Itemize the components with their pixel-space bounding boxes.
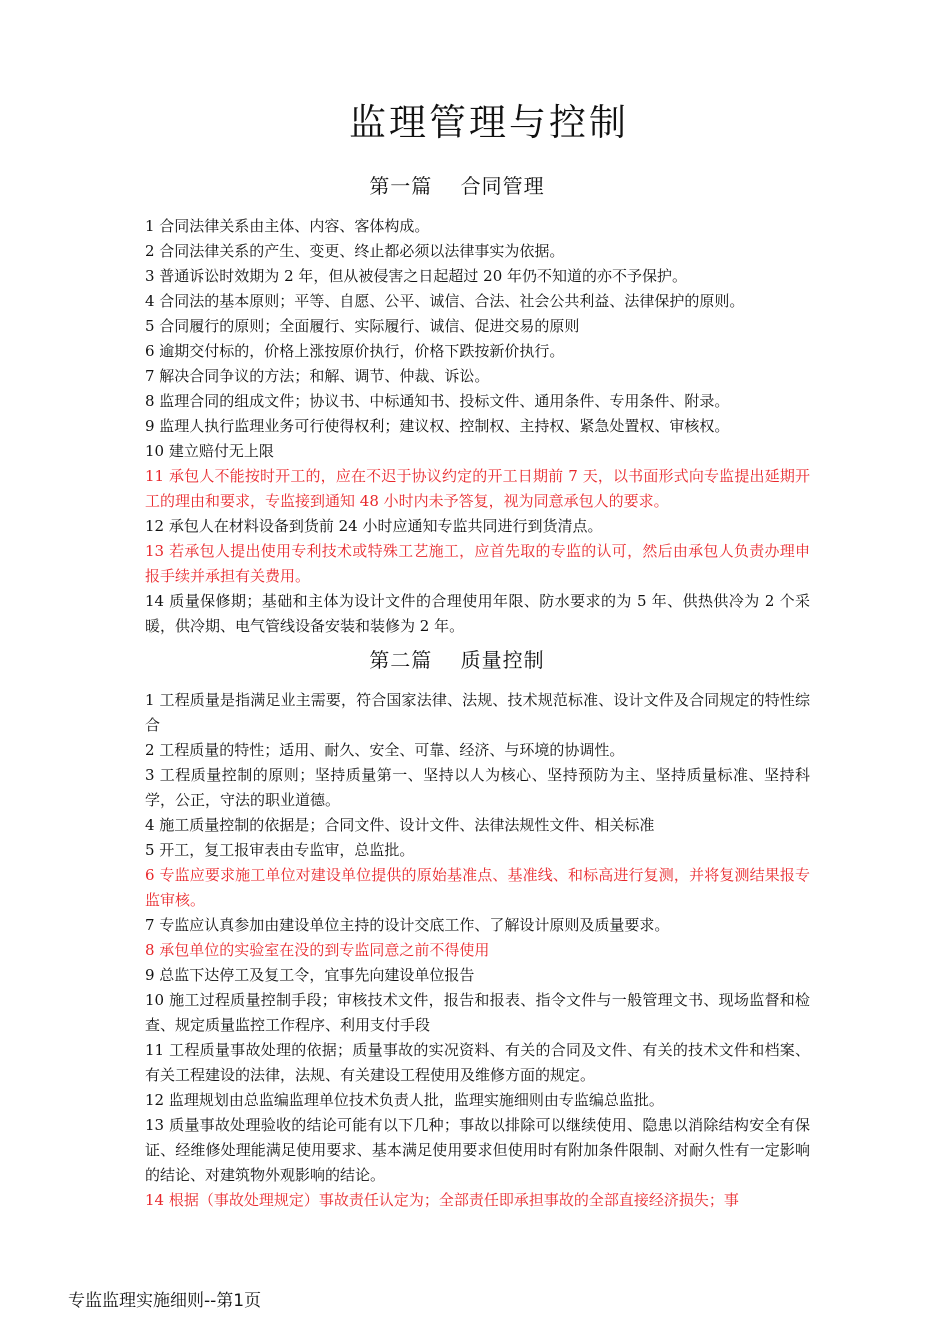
list-item: 3 普通诉讼时效期为 2 年，但从被侵害之日起超过 20 年仍不知道的亦不予保护。 bbox=[145, 267, 688, 285]
list-item: 6 专监应要求施工单位对建设单位提供的原始基准点、基准线、和标高进行复测，并将复测结果报专监审核。 bbox=[145, 866, 810, 909]
list-item: 8 监理合同的组成文件；协议书、中标通知书、投标文件、通用条件、专用条件、附录。 bbox=[145, 392, 730, 410]
list-item: 8 承包单位的实验室在没的到专监同意之前不得使用 bbox=[145, 941, 490, 959]
list-item: 9 监理人执行监理业务可行使得权利；建议权、控制权、主持权、紧急处置权、审核权。 bbox=[145, 417, 730, 435]
list-item: 11 承包人不能按时开工的，应在不迟于协议约定的开工日期前 7 天，以书面形式向专监提出延期开工的理由和要求，专监接到通知 48 小时内未予答复，视为同意承包人的要求。 bbox=[145, 467, 810, 510]
section-heading-quality: 第二篇 质量控制 bbox=[369, 648, 545, 672]
list-item: 14 根据（事故处理规定）事故责任认定为；全部责任即承担事故的全部直接经济损失；事 bbox=[145, 1191, 739, 1209]
list-item: 11 工程质量事故处理的依据；质量事故的实况资料、有关的合同及文件、有关的技术文件和档案、有关工程建设的法律，法规、有关建设工程使用及维修方面的规定。 bbox=[145, 1041, 810, 1084]
list-item: 7 解决合同争议的方法；和解、调节、仲裁、诉讼。 bbox=[145, 367, 490, 385]
list-item: 1 工程质量是指满足业主需要，符合国家法律、法规、技术规范标准、设计文件及合同规定的特性综合 bbox=[145, 691, 810, 734]
list-item: 5 开工，复工报审表由专监审，总监批。 bbox=[145, 841, 415, 859]
document-title: 监理管理与控制 bbox=[349, 101, 629, 144]
list-item: 4 施工质量控制的依据是；合同文件、设计文件、法律法规性文件、相关标准 bbox=[145, 816, 655, 834]
list-item: 12 监理规划由总监编监理单位技术负责人批，监理实施细则由专监编总监批。 bbox=[145, 1091, 664, 1109]
quality-items bbox=[145, 688, 810, 1213]
section-heading-contract: 第一篇 合同管理 bbox=[369, 174, 545, 198]
list-item: 1 合同法律关系由主体、内容、客体构成。 bbox=[145, 217, 430, 235]
list-item: 6 逾期交付标的，价格上涨按原价执行，价格下跌按新价执行。 bbox=[145, 342, 565, 360]
page-footer: 专监监理实施细则--第1页 bbox=[68, 1291, 262, 1311]
list-item: 7 专监应认真参加由建设单位主持的设计交底工作、了解设计原则及质量要求。 bbox=[145, 916, 670, 934]
list-item: 10 施工过程质量控制手段；审核技术文件，报告和报表、指令文件与一般管理文书、现场监督和检查、规定质量监控工作程序、利用支付手段 bbox=[145, 991, 810, 1034]
list-item: 13 若承包人提出使用专利技术或特殊工艺施工，应首先取的专监的认可，然后由承包人负责办理申报手续并承担有关费用。 bbox=[145, 542, 810, 585]
list-item: 9 总监下达停工及复工令，宜事先向建设单位报告 bbox=[145, 966, 475, 984]
list-item: 4 合同法的基本原则；平等、自愿、公平、诚信、合法、社会公共利益、法律保护的原则。 bbox=[145, 292, 745, 310]
list-item: 14 质量保修期；基础和主体为设计文件的合理使用年限、防水要求的为 5 年、供热供冷为 2 个采暖，供冷期、电气管线设备安装和装修为 2 年。 bbox=[145, 592, 810, 635]
contract-items bbox=[145, 214, 810, 639]
list-item: 13 质量事故处理验收的结论可能有以下几种；事故以排除可以继续使用、隐患以消除结构安全有保证、经维修处理能满足使用要求、基本满足使用要求但使用时有附加条件限制、对耐久性有一定影响的结论、对建筑物外观影响的结论。 bbox=[145, 1116, 810, 1184]
list-item: 3 工程质量控制的原则；坚持质量第一、坚持以人为核心、坚持预防为主、坚持质量标准、坚持科学，公正，守法的职业道德。 bbox=[145, 766, 810, 809]
list-item: 2 合同法律关系的产生、变更、终止都必须以法律事实为依据。 bbox=[145, 242, 565, 260]
list-item: 2 工程质量的特性；适用、耐久、安全、可靠、经济、与环境的协调性。 bbox=[145, 741, 625, 759]
list-item: 5 合同履行的原则；全面履行、实际履行、诚信、促进交易的原则 bbox=[145, 317, 580, 335]
list-item: 10 建立赔付无上限 bbox=[145, 442, 274, 460]
list-item: 12 承包人在材料设备到货前 24 小时应通知专监共同进行到货清点。 bbox=[145, 517, 603, 535]
